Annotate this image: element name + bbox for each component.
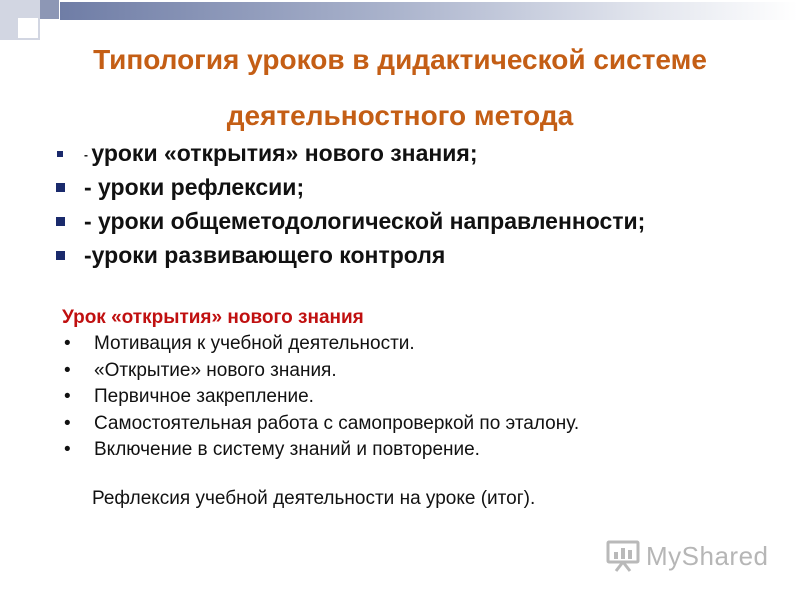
lesson-type-label: - уроки общеметодологической направленности; — [84, 208, 646, 234]
bullet-dot-icon: • — [64, 333, 71, 354]
square-bullet-icon — [56, 251, 65, 260]
lesson-type-label: - уроки рефлексии; — [84, 174, 305, 200]
watermark — [606, 536, 769, 576]
bullet-dot-icon: • — [64, 359, 71, 381]
watermark-text: MyShared — [646, 540, 769, 571]
square-bullet-icon — [56, 183, 65, 192]
square-bullet-icon — [56, 217, 65, 226]
lesson-step-label: «Открытие» нового знания. — [94, 359, 337, 381]
decor-square — [0, 40, 20, 60]
lesson-step-item — [62, 437, 762, 464]
lesson-step-label: Самостоятельная работа с самопроверкой по эталону. — [94, 412, 580, 434]
lesson-type-prefix: - — [84, 147, 92, 162]
lesson-type-item — [52, 204, 645, 238]
lesson-type-item — [52, 170, 645, 204]
lesson-types-list — [52, 136, 645, 272]
lesson-type-item — [52, 136, 645, 170]
decor-top-bar — [60, 2, 798, 20]
lesson-step-item — [62, 384, 762, 411]
lesson-step-label: Включение в систему знаний и повторение. — [94, 439, 480, 460]
lesson-structure — [62, 305, 762, 464]
bullet-dot-icon: • — [64, 412, 71, 434]
decor-square — [40, 0, 59, 19]
bullet-dot-icon: • — [64, 386, 71, 407]
final-step: Рефлексия учебной деятельности на уроке (итог). — [92, 488, 536, 509]
presentation-board-icon — [606, 539, 640, 573]
lesson-heading: Урок «открытия» нового знания — [62, 307, 364, 328]
lesson-steps-list — [62, 331, 762, 464]
slide-title: Типология уроков в дидактической системе деятельностного метода — [93, 44, 707, 131]
lesson-step-item — [62, 358, 762, 385]
lesson-step-label: Мотивация к учебной деятельности. — [94, 333, 415, 354]
lesson-step-label: Первичное закрепление. — [94, 386, 314, 407]
lesson-step-item — [62, 411, 762, 438]
lesson-type-label: -уроки развивающего контроля — [84, 242, 446, 268]
lesson-type-item — [52, 238, 645, 272]
lesson-type-label: уроки «открытия» нового знания; — [91, 140, 478, 166]
lesson-step-item — [62, 331, 762, 358]
square-bullet-icon — [57, 151, 63, 157]
bullet-dot-icon: • — [64, 439, 71, 460]
